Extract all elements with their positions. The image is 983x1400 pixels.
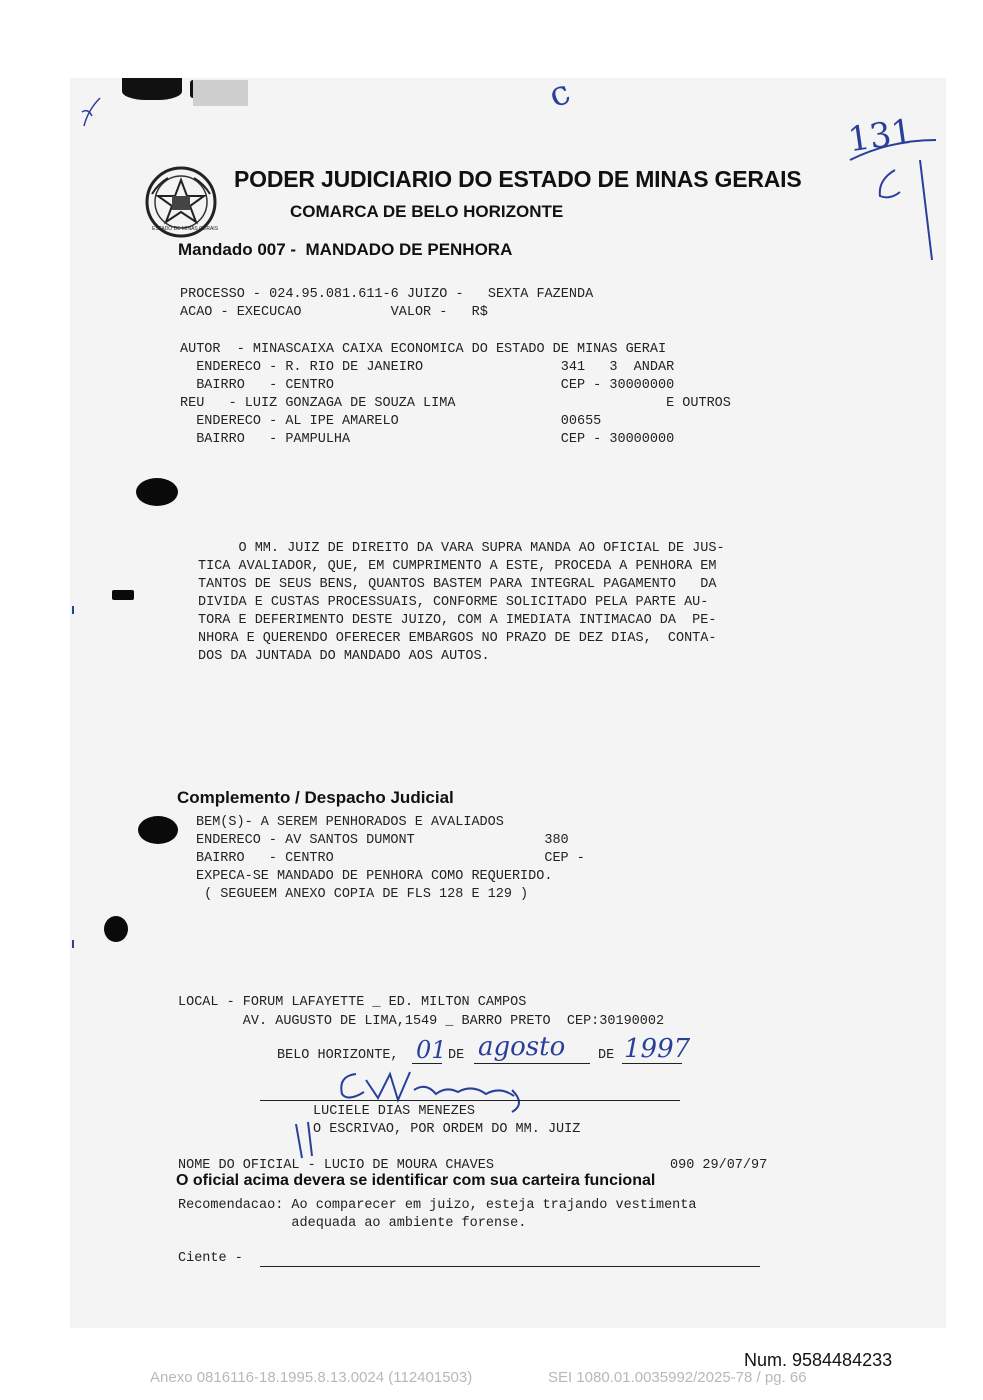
acao-line: ACAO - EXECUCAO VALOR - R$ [180, 305, 488, 320]
complemento-line: ENDERECO - AV SANTOS DUMONT 380 [196, 833, 569, 848]
ink-blot-top [122, 78, 182, 100]
punch-hole [138, 816, 178, 844]
body-line: DOS DA JUNTADA DO MANDADO AOS AUTOS. [198, 649, 490, 664]
autor-line: AUTOR - MINASCAIXA CAIXA ECONOMICA DO ESTADO DE MINAS GERAI [180, 342, 667, 357]
date-de: DE [598, 1048, 615, 1063]
body-line: TICA AVALIADOR, QUE, EM CUMPRIMENTO A ESTE, PROCEDA A PENHORA EM [198, 559, 717, 574]
mandado-title: Mandado 007 - MANDADO DE PENHORA [178, 240, 513, 259]
signer-role: O ESCRIVAO, POR ORDEM DO MM. JUIZ [313, 1122, 581, 1137]
ciente-line [260, 1266, 760, 1267]
body-line: TANTOS DE SEUS BENS, QUANTOS BASTEM PARA INTEGRAL PAGAMENTO DA [198, 577, 717, 592]
date-de: DE [448, 1048, 465, 1063]
recommendation-line: adequada ao ambiente forense. [178, 1216, 527, 1231]
ciente-label: Ciente - [178, 1251, 243, 1266]
sei-reference: SEI 1080.01.0035992/2025-78 / pg. 66 [548, 1369, 807, 1386]
punch-hole [104, 916, 128, 942]
year-underline [622, 1063, 682, 1064]
document-number: Num. 9584484233 [744, 1350, 893, 1370]
processo-line: PROCESSO - 024.95.081.611-6 JUIZO - SEXTA FAZENDA [180, 287, 594, 302]
signature-line [260, 1100, 680, 1101]
date-year: 1997 [624, 1034, 691, 1064]
complemento-line: EXPECA-SE MANDADO DE PENHORA COMO REQUERIDO. [196, 869, 553, 884]
anexo-reference: Anexo 0816116-18.1995.8.13.0024 (112401503) [150, 1369, 473, 1386]
complemento-line: BAIRRO - CENTRO CEP - [196, 851, 585, 866]
autor-bairro: BAIRRO - CENTRO CEP - 30000000 [180, 378, 675, 393]
comarca-title: COMARCA DE BELO HORIZONTE [290, 202, 564, 221]
reu-bairro: BAIRRO - PAMPULHA CEP - 30000000 [180, 432, 675, 447]
local-line: LOCAL - FORUM LAFAYETTE _ ED. MILTON CAMPOS [178, 995, 527, 1010]
body-line: NHORA E QUERENDO OFERECER EMBARGOS NO PRAZO DE DEZ DIAS, CONTA- [198, 631, 717, 646]
oficial-code: 090 29/07/97 [670, 1158, 768, 1173]
complemento-line: BEM(S)- A SEREM PENHORADOS E AVALIADOS [196, 815, 504, 830]
punch-mark [112, 590, 134, 600]
punch-hole [136, 478, 178, 506]
autor-endereco: ENDERECO - R. RIO DE JANEIRO 341 3 ANDAR [180, 360, 675, 375]
date-day: 01 [416, 1036, 447, 1064]
local-address: AV. AUGUSTO DE LIMA,1549 _ BARRO PRETO CEP:30190002 [178, 1014, 665, 1029]
seal-text: ESTADO DE MINAS GERAIS [152, 226, 219, 232]
margin-tick [72, 606, 74, 614]
reu-endereco: ENDERECO - AL IPE AMARELO 00655 [180, 414, 602, 429]
gray-patch [193, 80, 248, 106]
complemento-heading: Complemento / Despacho Judicial [177, 788, 454, 807]
court-title: PODER JUDICIARIO DO ESTADO DE MINAS GERAIS [234, 166, 802, 192]
date-month: agosto [478, 1032, 566, 1062]
body-line: O MM. JUIZ DE DIREITO DA VARA SUPRA MANDA AO OFICIAL DE JUS- [198, 541, 725, 556]
handwritten-mark: c [543, 71, 576, 117]
signer-name: LUCIELE DIAS MENEZES [313, 1104, 476, 1119]
complemento-line: ( SEGUEEM ANEXO COPIA DE FLS 128 E 129 ) [196, 887, 529, 902]
identification-notice: O oficial acima devera se identificar com sua carteira funcional [176, 1172, 656, 1189]
recommendation-line: Recomendacao: Ao comparecer em juizo, esteja trajando vestimenta [178, 1198, 697, 1213]
date-city: BELO HORIZONTE, [277, 1048, 399, 1063]
body-line: TORA E DEFERIMENTO DESTE JUIZO, COM A IMEDIATA INTIMACAO DA PE- [198, 613, 717, 628]
oficial-name: NOME DO OFICIAL - LUCIO DE MOURA CHAVES [178, 1158, 494, 1173]
handwritten-strokes [840, 100, 950, 270]
body-line: DIVIDA E CUSTAS PROCESSUAIS, CONFORME SOLICITADO PELA PARTE AU- [198, 595, 709, 610]
handwritten-page-number: 131 [845, 111, 916, 161]
reu-line: REU - LUIZ GONZAGA DE SOUZA LIMA E OUTROS [180, 396, 731, 411]
margin-tick [72, 940, 74, 948]
corner-marks [78, 90, 108, 130]
